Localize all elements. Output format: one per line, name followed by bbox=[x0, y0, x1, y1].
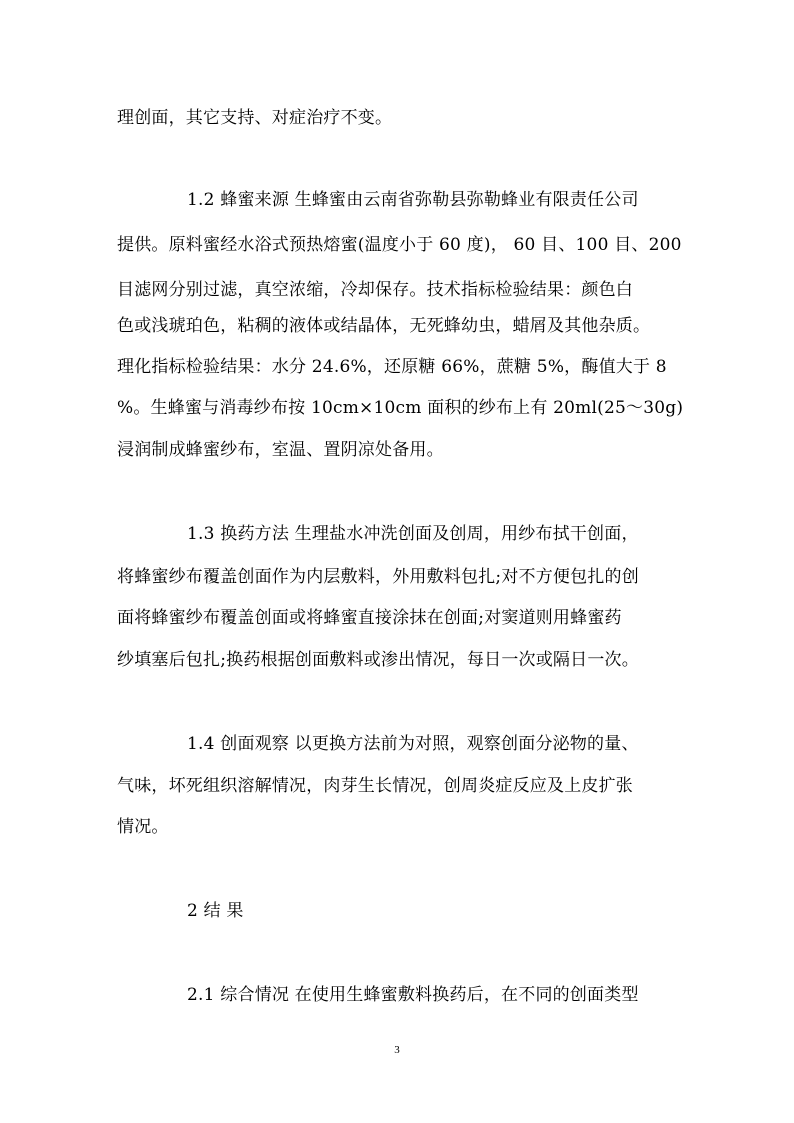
section-1-3-heading-line: 1.3 换药方法 生理盐水冲洗创面及创周，用纱布拭干创面， bbox=[187, 524, 639, 544]
text-line: 理创面，其它支持、对症治疗不变。 bbox=[117, 108, 393, 128]
page-number: 3 bbox=[394, 1044, 400, 1056]
section-2-1-heading-line: 2.1 综合情况 在使用生蜂蜜敷料换药后，在不同的创面类型 bbox=[187, 985, 639, 1005]
text-line: 理化指标检验结果：水分 24.6%，还原糖 66%，蔗糖 5%，酶值大于 8 bbox=[117, 357, 667, 377]
text-line: 色或浅琥珀色，粘稠的液体或结晶体，无死蜂幼虫，蜡屑及其他杂质。 bbox=[117, 316, 651, 336]
text-line: 面将蜂蜜纱布覆盖创面或将蜂蜜直接涂抹在创面;对窦道则用蜂蜜药 bbox=[117, 608, 622, 628]
text-line: 目滤网分别过滤，真空浓缩，冷却保存。技术指标检验结果：颜色白 bbox=[117, 280, 633, 300]
section-1-2-heading-line: 1.2 蜂蜜来源 生蜂蜜由云南省弥勒县弥勒蜂业有限责任公司 bbox=[187, 190, 639, 210]
text-line: 气味，坏死组织溶解情况，肉芽生长情况，创周炎症反应及上皮扩张 bbox=[117, 776, 633, 796]
text-line: 将蜂蜜纱布覆盖创面作为内层敷料，外用敷料包扎;对不方便包扎的创 bbox=[117, 567, 639, 587]
section-1-4-heading-line: 1.4 创面观察 以更换方法前为对照，观察创面分泌物的量、 bbox=[187, 734, 639, 754]
text-line: 情况。 bbox=[117, 817, 169, 837]
text-line: 纱填塞后包扎;换药根据创面敷料或渗出情况，每日一次或隔日一次。 bbox=[117, 650, 639, 670]
text-line: 提供。原料蜜经水浴式预热熔蜜(温度小于 60 度)， 60 目、100 目、200 bbox=[117, 235, 682, 255]
text-line: 浸润制成蜂蜜纱布，室温、置阴凉处备用。 bbox=[117, 440, 444, 460]
text-line: %。生蜂蜜与消毒纱布按 10cm×10cm 面积的纱布上有 20ml(25～30g) bbox=[117, 398, 684, 418]
section-2-heading: 2 结 果 bbox=[187, 901, 244, 921]
